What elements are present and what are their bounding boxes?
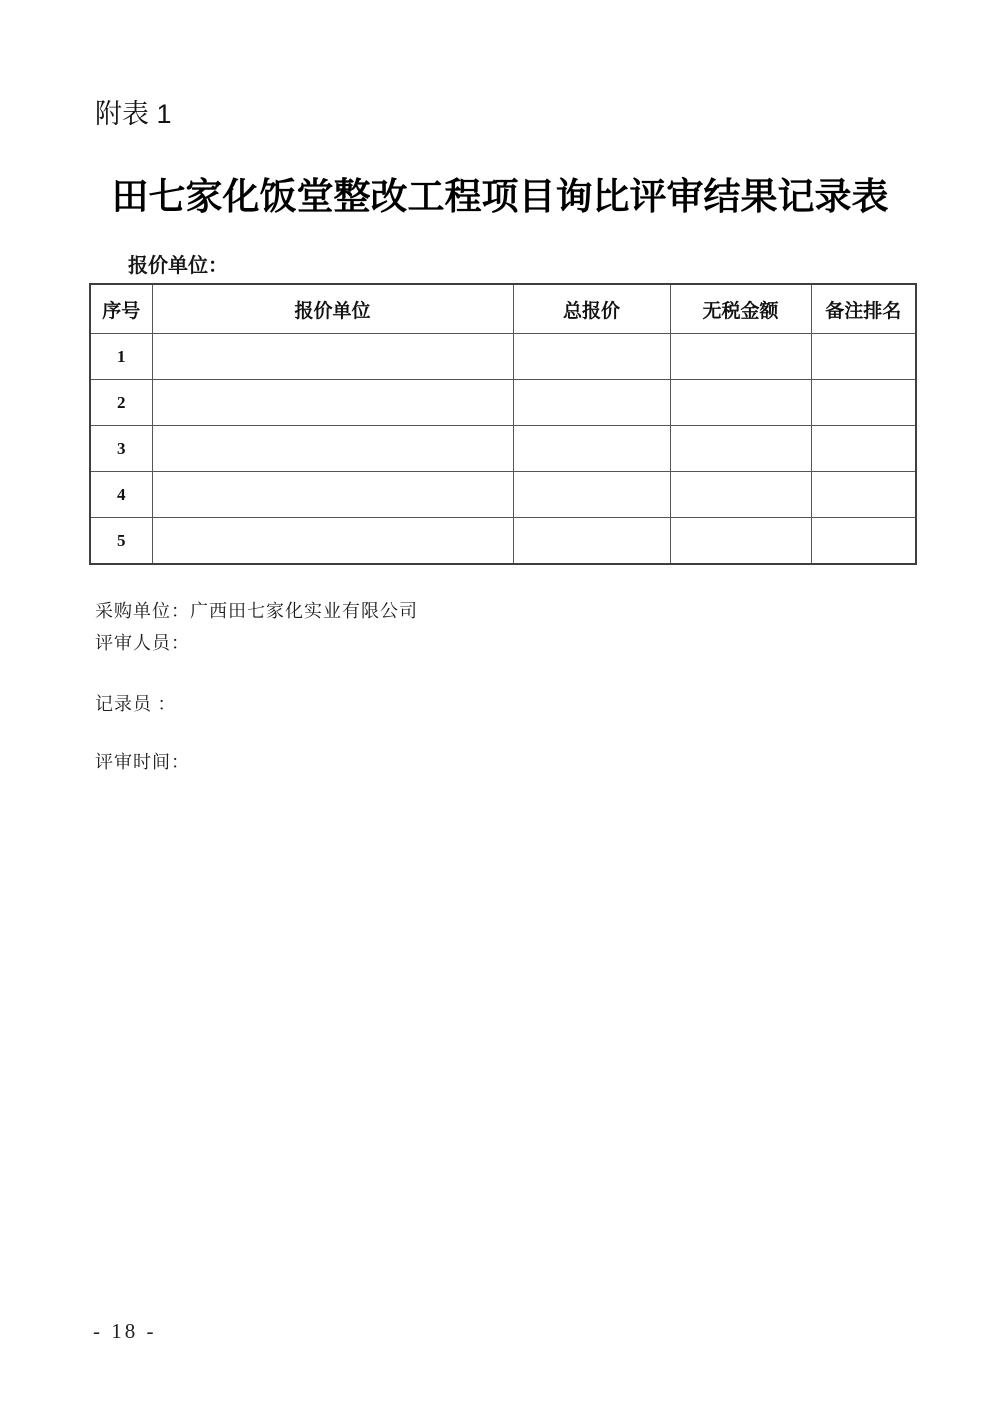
- cell-taxfree: [670, 518, 811, 565]
- cell-total: [513, 380, 670, 426]
- cell-seq: 5: [90, 518, 152, 565]
- cell-rank: [811, 426, 916, 472]
- cell-seq: 4: [90, 472, 152, 518]
- cell-supplier: [152, 380, 513, 426]
- cell-total: [513, 334, 670, 380]
- cell-taxfree: [670, 334, 811, 380]
- cell-supplier: [152, 334, 513, 380]
- cell-rank: [811, 334, 916, 380]
- purchaser-line: 采购单位：广西田七家化实业有限公司: [95, 601, 418, 621]
- table-row: [90, 334, 916, 380]
- cell-seq: 1: [90, 334, 152, 380]
- cell-supplier: [152, 472, 513, 518]
- cell-rank: [811, 380, 916, 426]
- reviewers-line: 评审人员：: [95, 633, 190, 653]
- table-row: [90, 472, 916, 518]
- table-caption: 报价单位：: [128, 255, 228, 277]
- bid-results-table: [89, 283, 917, 565]
- cell-taxfree: [670, 426, 811, 472]
- col-header-supplier: 报价单位: [152, 284, 513, 334]
- cell-seq: 3: [90, 426, 152, 472]
- cell-total: [513, 518, 670, 565]
- page-number: - 18 -: [93, 1319, 157, 1343]
- table-row: [90, 380, 916, 426]
- cell-taxfree: [670, 380, 811, 426]
- cell-total: [513, 426, 670, 472]
- table-row: [90, 518, 916, 565]
- appendix-label: 附表 1: [95, 99, 172, 129]
- cell-seq: 2: [90, 380, 152, 426]
- col-header-seq: 序号: [90, 284, 152, 334]
- cell-taxfree: [670, 472, 811, 518]
- cell-rank: [811, 518, 916, 565]
- col-header-rank: 备注排名: [811, 284, 916, 334]
- col-header-total: 总报价: [513, 284, 670, 334]
- cell-total: [513, 472, 670, 518]
- table-row: [90, 426, 916, 472]
- cell-rank: [811, 472, 916, 518]
- cell-supplier: [152, 426, 513, 472]
- table-header-row: [90, 284, 916, 334]
- recorder-line: 记录员 ：: [95, 694, 177, 714]
- col-header-taxfree: 无税金额: [670, 284, 811, 334]
- cell-supplier: [152, 518, 513, 565]
- page-title: 田七家化饭堂整改工程项目询比评审结果记录表: [111, 177, 889, 218]
- review-time-line: 评审时间：: [95, 752, 190, 772]
